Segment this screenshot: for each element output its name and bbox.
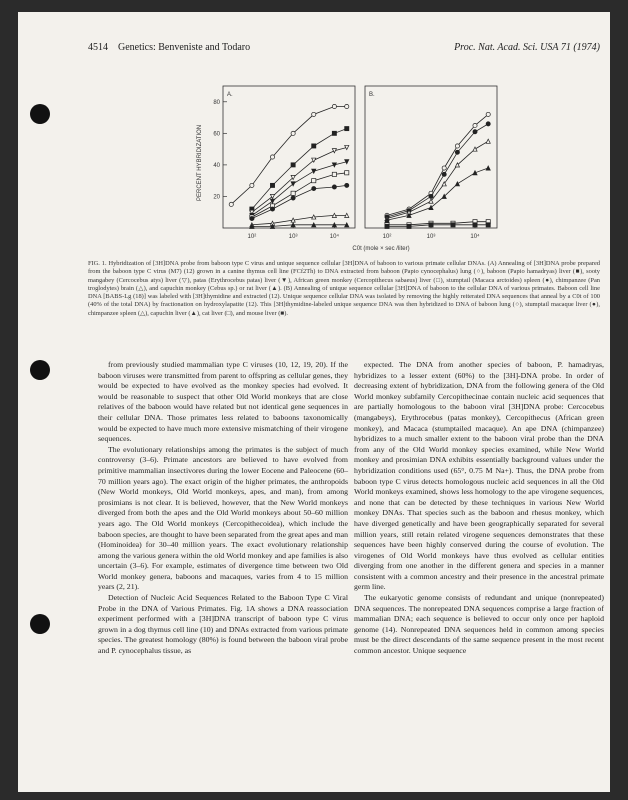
panel-b [365, 86, 497, 240]
body-column-left [98, 360, 348, 657]
figure-1 [183, 82, 480, 257]
series-line [252, 185, 347, 218]
data-point [473, 123, 477, 127]
data-point [332, 104, 336, 108]
data-point [451, 223, 455, 227]
panel-a-label: A. [227, 92, 233, 98]
data-point [291, 131, 295, 135]
data-point [332, 185, 336, 189]
panel-a-series [229, 104, 349, 228]
x-tick-label: 10⁴ [329, 234, 340, 240]
data-point [270, 155, 274, 159]
data-point [345, 183, 349, 187]
data-point [345, 127, 349, 131]
figure-caption: FIG. 1. Hybridization of [3H]DNA probe from baboon type C virus and unique sequence cellular [3H]DNA of baboon to various primate cellular DNAs. (A) Annealing of [3H]DNA probe prepared from the baboon type C virus (M7) (12) grown in a canine thymus cell line (FCf2Th) to DNA extracted from baboon (Papio cynocephalus) lung (○), baboon (Papio hamadryas) liver (■), sooty mangabey (Cercocebus atys) liver (▽), patas (Erythrocebus patas) liver (▼), African green monkey (Cercopithecus sabaeus) liver (□), stumptail (Macaca arctoides) spleen (●), chimpanzee (Pan troglodytes) brain (△), and capuchin monkey (Cebus sp.) or rat liver (▲). (B) Annealing of unique sequence cellular [3H]DNA of baboon to the cellular DNA of various primates. Baboon cell line DNA [BABS-Lg (18)] was labeled with [3H]thymidine and extracted (12). Unique sequence cellular DNA was isolated by removing the highly reiterated DNA sequences that anneal by a C0t of 100 (40% of the total DNA) by fractionation on hydroxylapatite (12). This [3H]thymidine-labeled unique sequence DNA was then hybridized to DNA of baboon lung (○), stumptail macaque liver (●), chimpanzee spleen (△), capuchin liver (▲), cat liver (□), and mouse liver (■). [88, 260, 600, 317]
data-point [455, 150, 459, 154]
paragraph: expected. The DNA from another species of baboon, P. hamadryas, hybridizes to a lesser extent (60%) to the [3H]-DNA probe. In order of decreasing extent of hybridization, DNA from the following genera of the Old World monkey subfamily Cercopithecinae contain nucleic acid sequences that are partially homologous to the baboon viral [3H]DNA probe: Cercocebus (mangabeys), Erythrocebus (patas monkey), Cercopithecus (African green monkey), and Macaca (stumptailed macaque). An ape DNA (chimpanzee) hybridizes to a much smaller extent to the baboon viral probe than the DNA from any of the Old World monkey species examined, while New World monkey and prosimian DNA exhibits essentially background values under the hybridization conditions used (65°, 0.75 M Na+). Thus, the DNA probe from baboon type C virus detects homologous nucleic acid sequences in all the Old World monkeys examined, shows less homology to the ape virogene sequences, and none that can be detected by these techniques in various New World monkey DNAs. That species such as the baboon and rhesus monkey, which have diverged genetically and have been geographically separated for several million years, still retain related virogene sequences demonstrates that these sequences have been highly conserved during the course of evolution. The virogenes of Old World monkeys have thus evolved as cellular entities diverging from one another in the different genera and species in a manner consistent with a common ancestry and their presence in the ancestral primate germ line. [354, 360, 604, 592]
data-point [455, 182, 459, 186]
punch-hole [30, 614, 50, 634]
series-line [387, 124, 488, 217]
x-tick-label: 10² [382, 234, 392, 240]
series-line [387, 114, 488, 215]
x-tick-label: 10⁴ [470, 234, 480, 240]
page-number: 4514 [88, 42, 108, 53]
data-point [270, 183, 274, 187]
data-point [332, 131, 336, 135]
data-point [442, 172, 446, 176]
panel-b-series [385, 112, 490, 228]
y-axis-label: PERCENT HYBRIDIZATION [197, 124, 203, 201]
data-point [407, 224, 411, 228]
body-column-right [354, 360, 604, 657]
data-point [455, 144, 459, 148]
data-point [486, 112, 490, 116]
data-point [429, 194, 433, 198]
paragraph: from previously studied mammalian type C viruses (10, 12, 19, 20). If the baboon viruses were transmitted from parent to offspring as cellular genes, they would be expected to have evolved as the monkey species had evolved. It would be reasonable to suspect that other Old World monkeys that are close relatives of the baboon would have related but not identical gene sequences in their cellular DNA. Those primates less related to baboons taxonomically would be expected to have much more extensive mismatching of their virogene sequences. [98, 360, 348, 444]
y-tick-label: 20 [213, 194, 220, 201]
data-point [486, 139, 490, 143]
data-point [385, 224, 389, 228]
data-point [270, 207, 274, 211]
document-page [18, 12, 610, 792]
y-tick-label: 60 [213, 131, 220, 138]
y-tick-label: 40 [213, 162, 220, 169]
data-point [312, 179, 316, 183]
x-axis-label: C0t (mole × sec /liter) [352, 246, 410, 252]
series-line [252, 129, 347, 210]
punch-hole [30, 104, 50, 124]
data-point [442, 166, 446, 170]
data-point [291, 196, 295, 200]
data-point [332, 172, 336, 176]
data-point [345, 104, 349, 108]
journal-citation: Proc. Nat. Acad. Sci. USA 71 (1974) [454, 42, 600, 53]
data-point [429, 223, 433, 227]
data-point [291, 191, 295, 195]
panel-b-label: B. [369, 92, 375, 98]
panel-a-ticks [213, 100, 339, 240]
data-point [473, 130, 477, 134]
x-tick-label: 10³ [288, 234, 298, 240]
y-tick-label: 80 [213, 99, 220, 106]
running-title: Genetics: Benveniste and Todaro [118, 42, 251, 53]
data-point [473, 223, 477, 227]
x-tick-label: 10² [247, 234, 257, 240]
data-point [473, 171, 477, 175]
paragraph: The evolutionary relationships among the primates is the subject of much controversy (3–6). Primate ancestors are believed to have evolved from primitive mammalian insectivores during the lower Eocene and Paleocene (60–70 million years ago). The exact origin of the higher primates, the anthropoids (New World monkeys, Old World monkeys, apes, and man), from among prosimians is not clear. It is believed, however, that the New World monkeys diverged from both the apes and the Old World monkeys about 50–60 million years ago. The Old World monkeys (Cercopithecoidea), which include the baboon species, are thought to have been separated from the great apes and man (Hominoidea) for 30–40 million years. The exact evolutionary relationship among the various genera within the old World monkey and ape families is also uncertain (3–6). For example, estimates of divergence time between two Old World monkey genera, baboons and macaques, varies from 4 to 15 million years (2, 21). [98, 444, 348, 592]
panel-a [197, 86, 355, 240]
data-point [312, 186, 316, 190]
punch-hole [30, 360, 50, 380]
data-point [229, 202, 233, 206]
data-point [312, 169, 316, 173]
x-tick-label: 10³ [426, 234, 436, 240]
running-header [88, 42, 600, 58]
data-point [486, 122, 490, 126]
data-point [250, 183, 254, 187]
data-point [250, 216, 254, 220]
data-point [345, 171, 349, 175]
data-point [486, 166, 490, 170]
data-point [486, 223, 490, 227]
paragraph: The eukaryotic genome consists of redundant and unique (nonrepeated) DNA sequences. The nonrepeated DNA sequences comprise a large fraction of mammalian DNA; each sequence is believed to occur only once per haploid genome (14). Nonrepeated DNA sequences held in common among species must be the direct descendants of the same sequence present in the most recent common ancestor. Unique sequence [354, 593, 604, 656]
data-point [312, 144, 316, 148]
data-point [291, 163, 295, 167]
paragraph: Detection of Nucleic Acid Sequences Related to the Baboon Type C Viral Probe in the DNA of Various Primates. Fig. 1A shows a DNA reassociation experiment performed with a [3H]DNA transcript of baboon type C virus grown in a dog thymus cell line (10) and DNAs extracted from various primate species. The greatest homology (80%) is found between the baboon viral probe and P. cynocephalus tissue, as [98, 593, 348, 656]
data-point [473, 147, 477, 151]
data-point [312, 112, 316, 116]
series-line [231, 107, 347, 205]
